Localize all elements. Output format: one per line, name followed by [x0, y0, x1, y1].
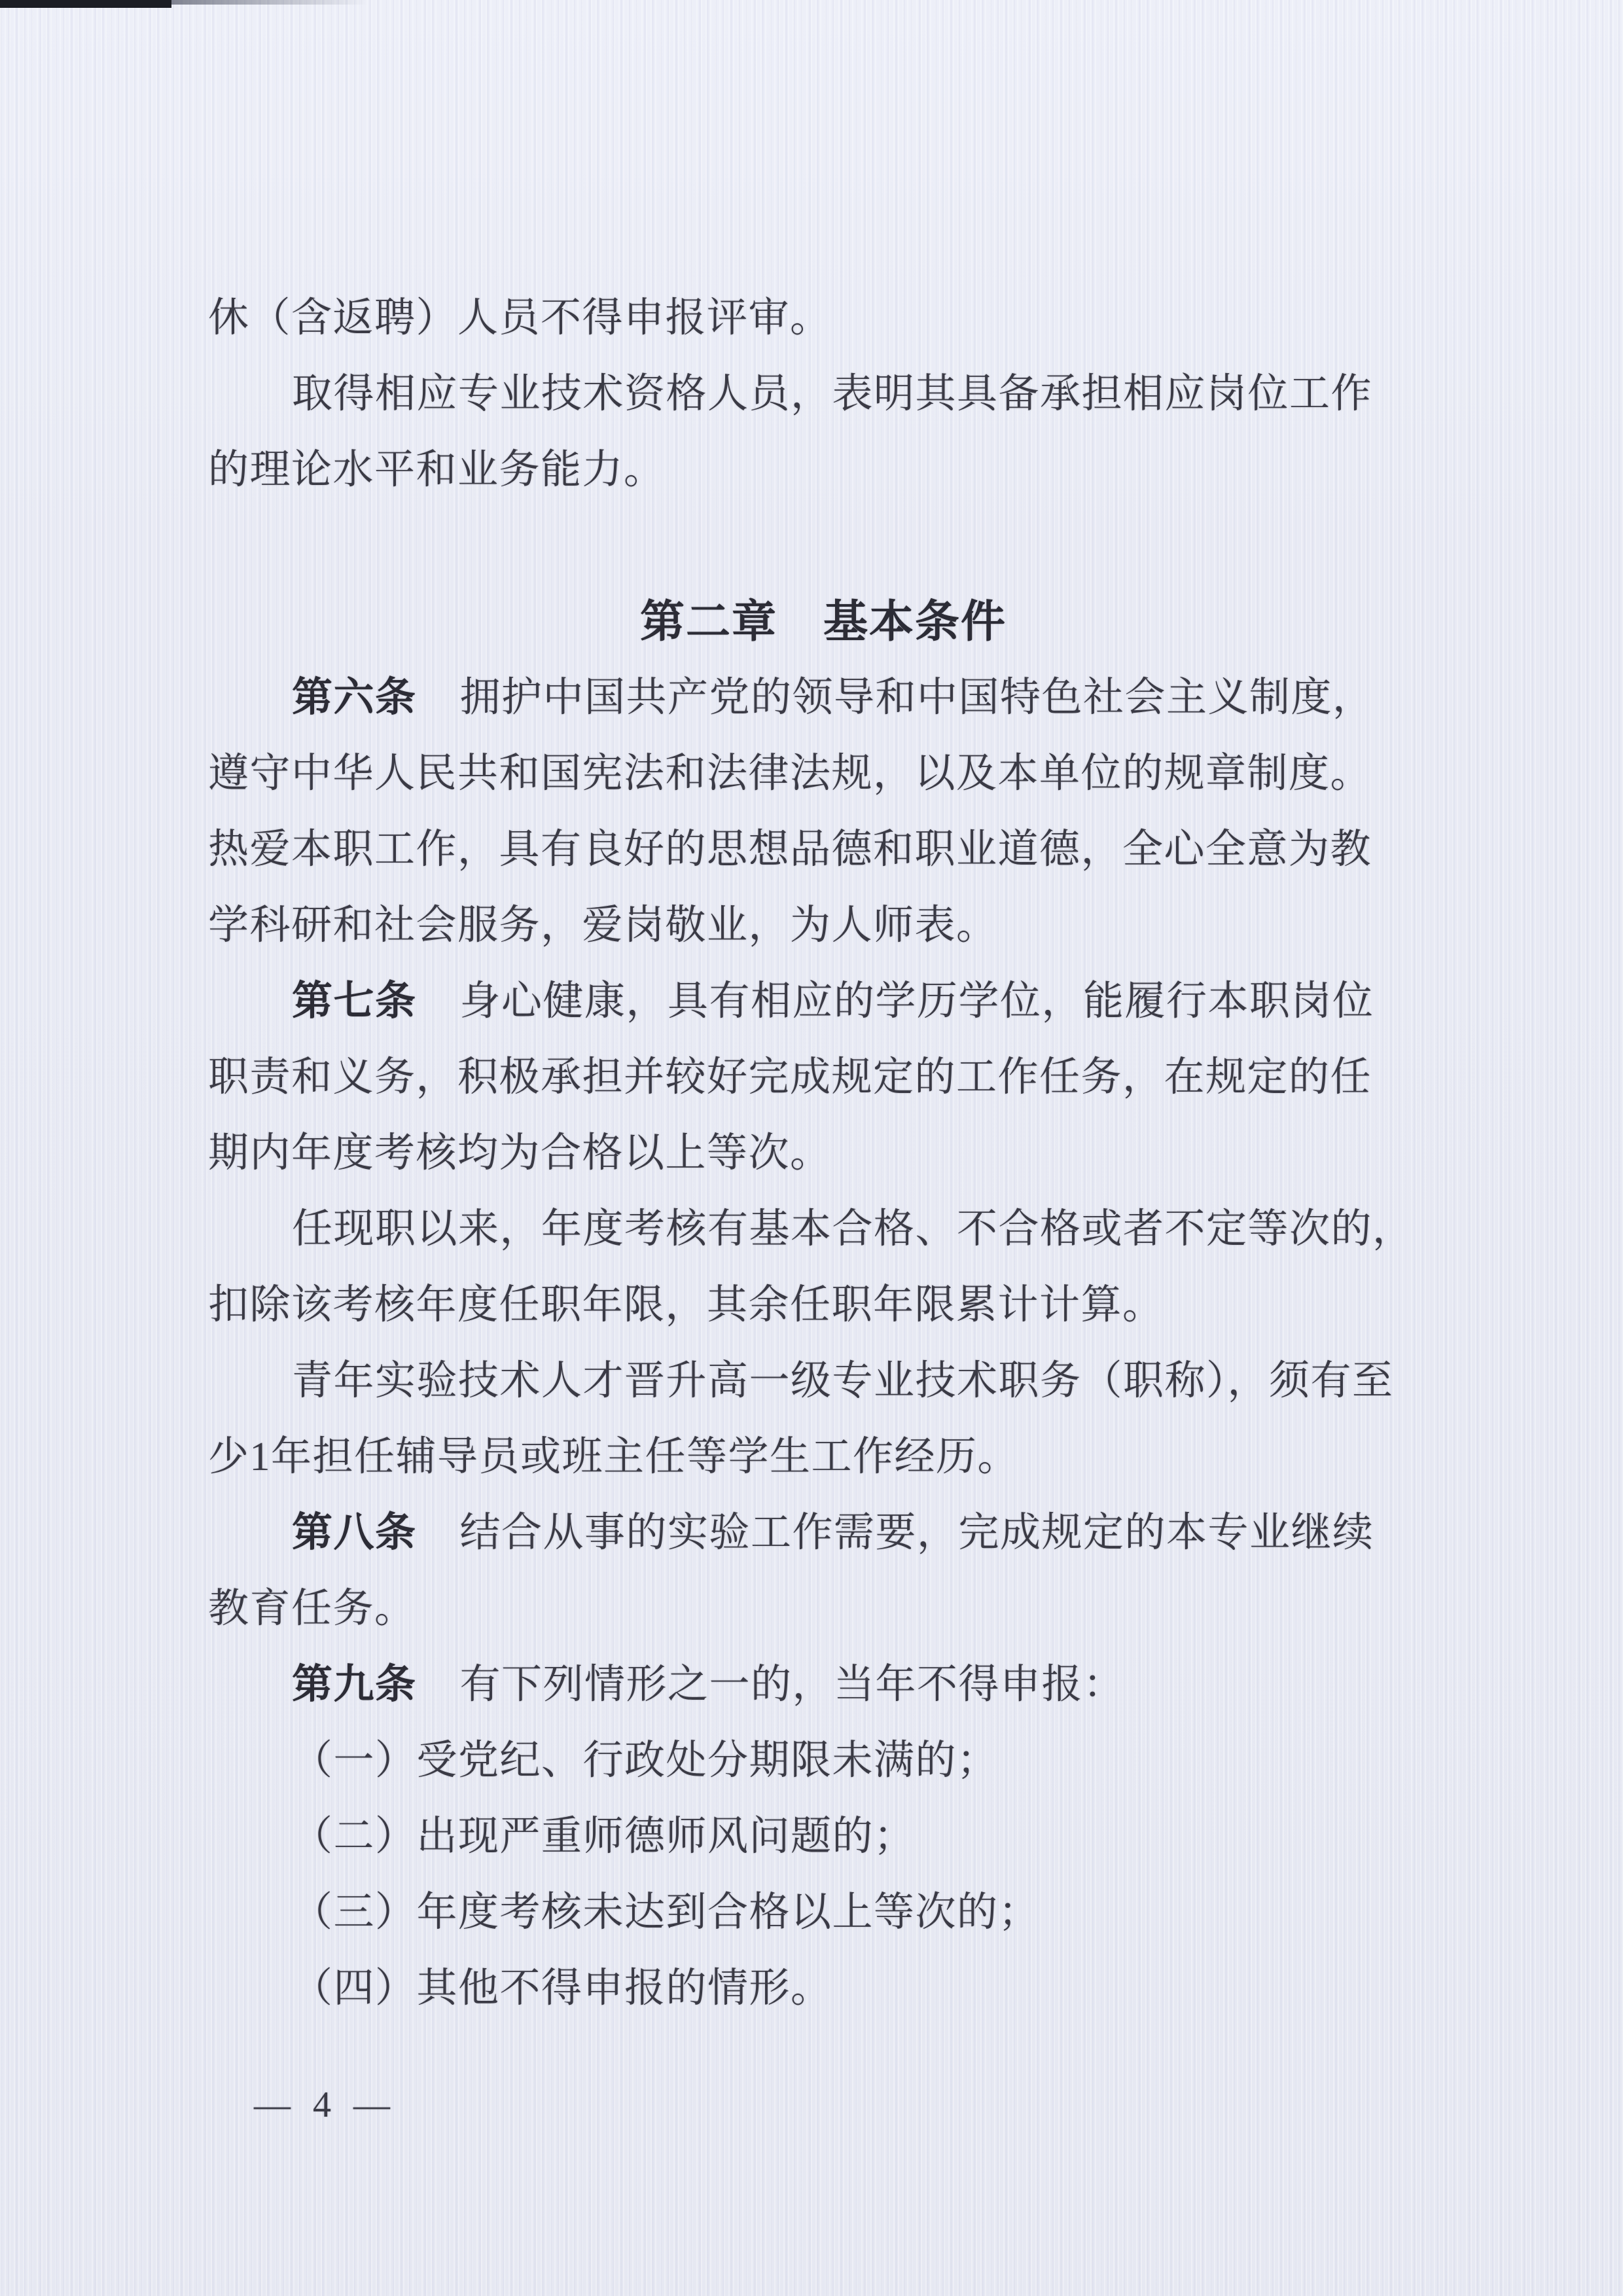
document-line	[208, 1115, 1438, 1191]
line-text: 热爱本职工作，具有良好的思想品德和职业道德，全心全意为教	[208, 827, 1372, 872]
blank-line	[208, 508, 1438, 584]
document-line	[208, 1191, 1438, 1267]
document-line	[208, 888, 1438, 963]
article-number: 第九条	[292, 1662, 417, 1707]
document-line	[208, 1495, 1438, 1571]
scan-artifact-bar	[0, 0, 171, 8]
document-line	[208, 1571, 1438, 1647]
line-text: 身心健康，具有相应的学历学位，能履行本职岗位	[459, 979, 1374, 1024]
line-text: （三）年度考核未达到合格以上等次的；	[292, 1890, 1041, 1935]
document-line	[208, 1419, 1438, 1495]
document-line	[208, 1723, 1438, 1799]
document-line	[208, 1799, 1438, 1874]
line-text: 少1年担任辅导员或班主任等学生工作经历。	[208, 1435, 1020, 1479]
document-line	[208, 1343, 1438, 1419]
line-text: 青年实验技术人才晋升高一级专业技术职务（职称），须有至	[292, 1359, 1394, 1403]
document-line	[208, 356, 1438, 432]
line-text: 休（含返聘）人员不得申报评审。	[208, 296, 832, 340]
document-line	[208, 1267, 1438, 1343]
line-text: 任现职以来，年度考核有基本合格、不合格或者不定等次的，	[292, 1207, 1414, 1251]
line-text: 职责和义务，积极承担并较好完成规定的工作任务，在规定的任	[208, 1055, 1372, 1100]
document-line	[208, 1950, 1438, 2026]
line-text: 的理论水平和业务能力。	[208, 448, 666, 492]
line-text: 扣除该考核年度任职年限，其余任职年限累计计算。	[208, 1283, 1164, 1327]
line-text: 遵守中华人民共和国宪法和法律法规，以及本单位的规章制度。	[208, 751, 1372, 796]
document-line	[208, 1039, 1438, 1115]
line-text: 学科研和社会服务，爱岗敬业，为人师表。	[208, 903, 998, 948]
line-text: 结合从事的实验工作需要，完成规定的本专业继续	[459, 1511, 1374, 1555]
line-text: （二）出现严重师德师风问题的；	[292, 1814, 916, 1859]
document-line	[208, 280, 1438, 356]
line-text: （一）受党纪、行政处分期限未满的；	[292, 1738, 999, 1783]
line-text: （四）其他不得申报的情形。	[292, 1966, 832, 2011]
document-line	[208, 432, 1438, 508]
line-text: 拥护中国共产党的领导和中国特色社会主义制度，	[459, 675, 1374, 720]
document-text-block	[208, 280, 1438, 2026]
chapter-heading: 第二章 基本条件	[639, 597, 1007, 647]
document-line	[208, 1647, 1438, 1723]
line-text: 期内年度考核均为合格以上等次。	[208, 1131, 832, 1175]
document-line	[208, 660, 1438, 736]
page-number: — 4 —	[254, 2085, 397, 2125]
article-number: 第八条	[292, 1511, 417, 1555]
line-text: 有下列情形之一的，当年不得申报：	[459, 1662, 1125, 1707]
document-line	[208, 736, 1438, 812]
scan-artifact-fade	[171, 0, 368, 5]
article-number: 第七条	[292, 979, 417, 1024]
document-line	[208, 1874, 1438, 1950]
article-number: 第六条	[292, 675, 417, 720]
document-line	[208, 963, 1438, 1039]
document-line	[208, 812, 1438, 888]
line-text: 教育任务。	[208, 1587, 416, 1631]
line-text: 取得相应专业技术资格人员，表明其具备承担相应岗位工作	[292, 372, 1373, 416]
